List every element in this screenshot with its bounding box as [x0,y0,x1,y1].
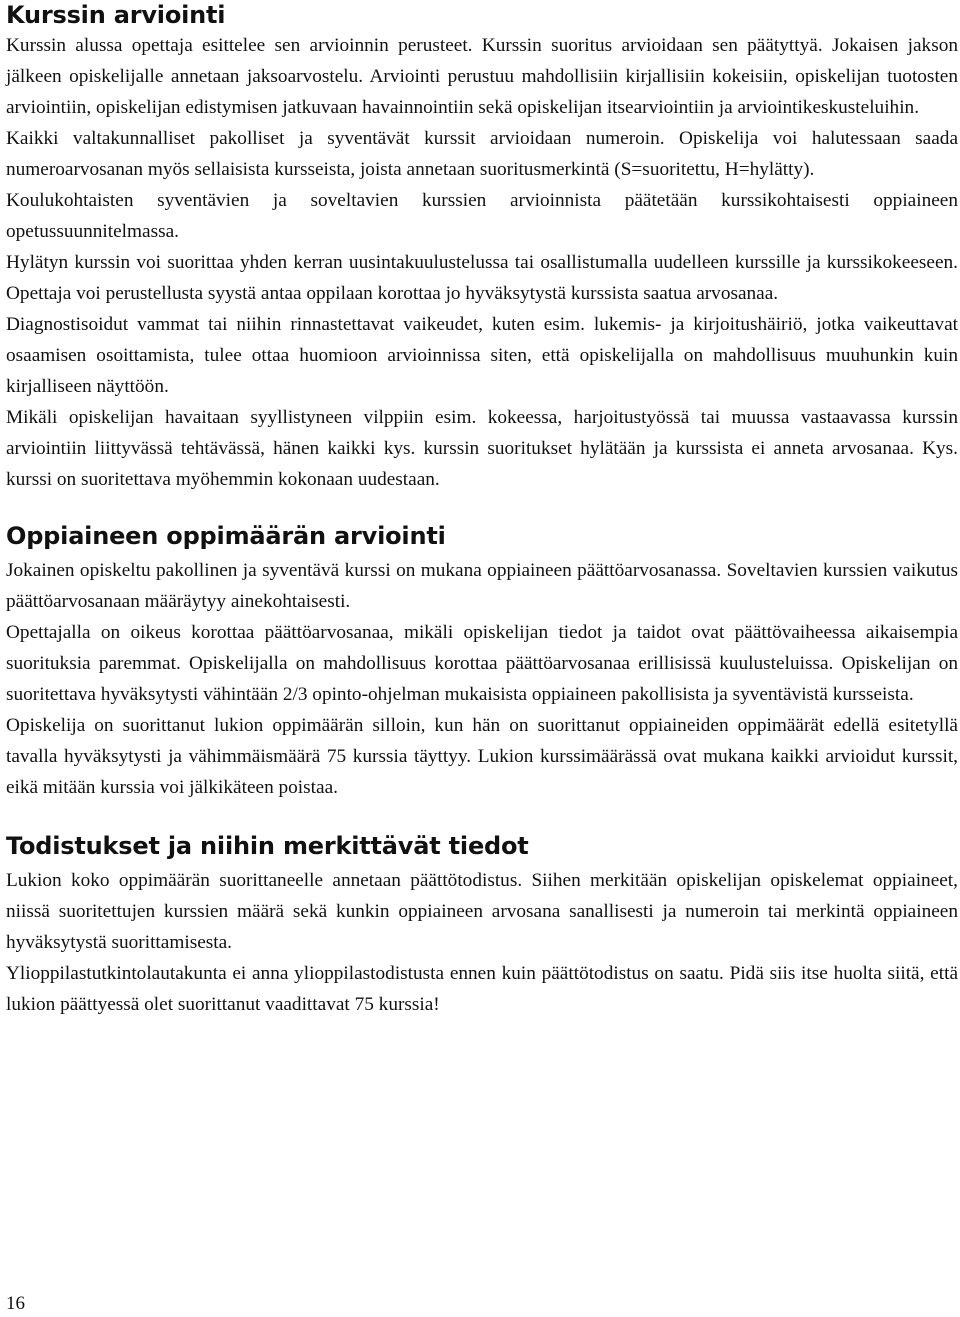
paragraph: Opettajalla on oikeus korottaa päättöarvosanaa, mikäli opiskelijan tiedot ja taidot ovat päättövaiheessa aikaisempia suorituksia paremmat. Opiskelijalla on mahdollisuus korottaa päättöarvosanaa erillisissä kuulusteluissa. Opiskelijan on suoritettava hyväksytysti vähintään 2/3 opinto-ohjelman mukaisista oppiaineen pakollisista ja syventävistä kursseista. [6,622,958,705]
paragraph: Jokainen opiskeltu pakollinen ja syventävä kurssi on mukana oppiaineen päättöarvosanassa. Soveltavien kurssien vaikutus päättöarvosanaan määräytyy ainekohtaisesti. [6,560,958,612]
section-oppiaineen-oppimaaran-arviointi [6,521,958,803]
section-heading: Todistukset ja niihin merkittävät tiedot [6,832,529,860]
paragraph: Diagnostisoidut vammat tai niihin rinnastettavat vaikeudet, kuten esim. lukemis- ja kirjoitushäiriö, jotka vaikeuttavat osaamisen osoittamista, tulee ottaa huomioon arvioinnissa siten, että opiskelijalla on mahdollisuus muuhunkin kuin kirjalliseen näyttöön. [6,314,958,397]
paragraph: Lukion koko oppimäärän suorittaneelle annetaan päättötodistus. Siihen merkitään opiskelijan opiskelemat oppiaineet, niissä suoritettujen kurssien määrä sekä kunkin oppiaineen arvosana sanallisesti ja numeroin tai merkintä oppiaineen hyväksytystä suorittamisesta. [6,870,958,953]
paragraph: Koulukohtaisten syventävien ja soveltavien kurssien arvioinnista päätetään kurssikohtaisesti oppiaineen opetussuunnitelmassa. [6,190,958,242]
paragraph: Kaikki valtakunnalliset pakolliset ja syventävät kurssit arvioidaan numeroin. Opiskelija voi halutessaan saada numeroarvosanan myös sellaisista kursseista, joista annetaan suoritusmerkintä (S=suoritettu, H=hylätty). [6,128,958,180]
paragraph: Ylioppilastutkintolautakunta ei anna ylioppilastodistusta ennen kuin päättötodistus on saatu. Pidä siis itse huolta siitä, että lukion päättyessä olet suorittanut vaadittavat 75 kurssia! [6,963,958,1015]
paragraph: Kurssin alussa opettaja esittelee sen arvioinnin perusteet. Kurssin suoritus arvioidaan sen päätyttyä. Jokaisen jakson jälkeen opiskelijalle annetaan jaksoarvostelu. Arviointi perustuu mahdollisiin kirjallisiin kokeisiin, opiskelijan tuotosten arviointiin, opiskelijan edistymisen jatkuvaan havainnointiin sekä opiskelijan itsearviointiin ja arviointikeskusteluihin. [6,35,958,118]
section-todistukset [6,831,958,1020]
paragraph: Opiskelija on suorittanut lukion oppimäärän silloin, kun hän on suorittanut oppiaineiden oppimäärät edellä esitetyllä tavalla hyväksytysti ja vähimmäismäärä 75 kurssia täyttyy. Lukion kurssimäärässä ovat mukana kaikki arvioidut kurssit, eikä mitään kurssia voi jälkikäteen poistaa. [6,715,958,798]
paragraph: Hylätyn kurssin voi suorittaa yhden kerran uusintakuulustelussa tai osallistumalla uudelleen kurssille ja kurssikokeeseen. Opettaja voi perustellusta syystä antaa oppilaan korottaa jo hyväksytystä kurssista saatua arvosanaa. [6,252,958,304]
section-heading: Kurssin arviointi [6,1,226,29]
paragraph: Mikäli opiskelijan havaitaan syyllistyneen vilppiin esim. kokeessa, harjoitustyössä tai muussa vastaavassa kurssin arviointiin liittyvässä tehtävässä, hänen kaikki kys. kurssin suoritukset hylätään ja kurssista ei anneta arvosanaa. Kys. kurssi on suoritettava myöhemmin kokonaan uudestaan. [6,407,958,490]
section-kurssin-arviointi [6,0,958,495]
page-number: 16 [6,1293,25,1314]
document-page [6,0,958,1020]
section-heading: Oppiaineen oppimäärän arviointi [6,522,446,550]
